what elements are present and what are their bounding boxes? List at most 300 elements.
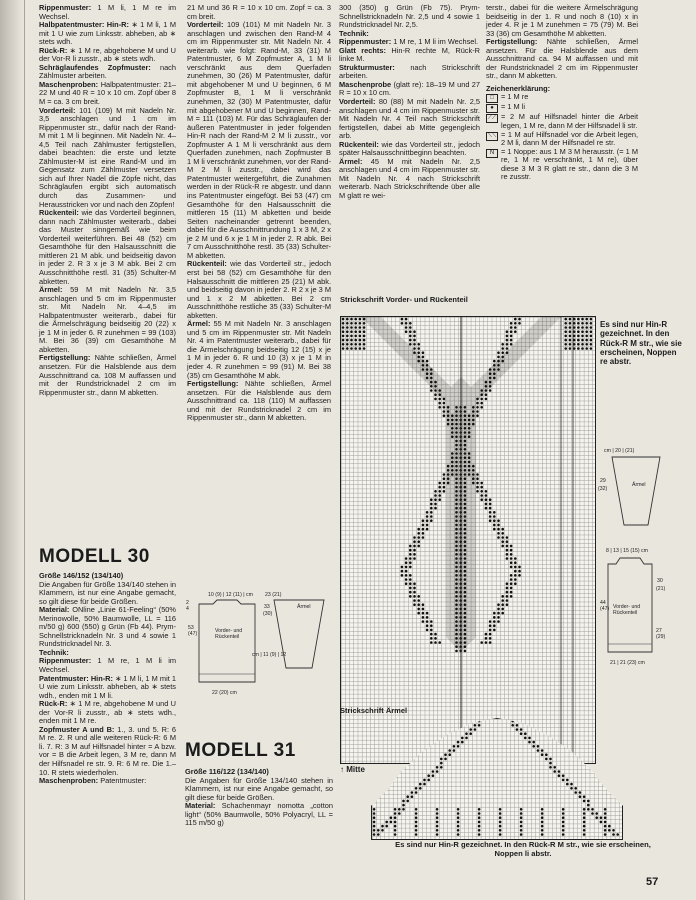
stitch-dot (476, 402, 479, 405)
m30-sleeve-h2: (30) (263, 611, 273, 617)
stitch-dot (394, 821, 397, 824)
stitch-dot (438, 398, 441, 401)
stitch-dot (413, 343, 416, 346)
main-chart-label: Strickschrift Vorder- und Rückenteil (340, 295, 468, 304)
stitch-dot (426, 624, 429, 627)
stitch-dot (405, 574, 408, 577)
stitch-dot (511, 724, 514, 727)
stitch-dot (451, 423, 454, 426)
paragraph-text: 55 M mit Nadeln Nr. 3 anschlagen und 5 cm im Rippenmuster str. Mit Nadeln Nr. 4 im Patentmuster weiterarb., dabei für die Ärmelschrägung beidseitig 12 (15) x je 1 M in jeder 6. R und 10 (3) x je 1 M in jeder 4. R zunehmen = 99 (91) M. Bei 38 (35) cm Gesamthöhe M abk. (187, 319, 331, 380)
stitch-dot (417, 612, 420, 615)
stitch-dot (455, 503, 458, 506)
text-paragraph (39, 606, 176, 649)
stitch-dot (342, 339, 345, 342)
stitch-dot (422, 364, 425, 367)
paragraph-lead: Vorderteil: (339, 97, 376, 107)
stitch-dot (440, 758, 443, 761)
stitch-dot (583, 829, 586, 832)
stitch-dot (436, 812, 439, 815)
stitch-dot (363, 322, 366, 325)
stitch-dot (455, 444, 458, 447)
stitch-dot (451, 469, 454, 472)
stitch-dot (455, 566, 458, 569)
stitch-dot (520, 728, 523, 731)
stitch-dot (604, 812, 607, 815)
stitch-dot (359, 322, 362, 325)
stitch-dot (455, 440, 458, 443)
stitch-dot (409, 330, 412, 333)
legend-symbol-icon: ⟍⟍ (487, 132, 497, 139)
stitch-dot (506, 599, 509, 602)
stitch-dot (581, 326, 584, 329)
stitch-dot (434, 381, 437, 384)
stitch-dot (464, 524, 467, 527)
stitch-dot (346, 339, 349, 342)
stitch-dot (440, 766, 443, 769)
stitch-dot (409, 335, 412, 338)
stitch-dot (577, 343, 580, 346)
stitch-dot (464, 570, 467, 573)
stitch-dot (585, 318, 588, 321)
stitch-dot (464, 444, 467, 447)
stitch-dot (455, 549, 458, 552)
stitch-dot (455, 486, 458, 489)
stitch-dot (359, 335, 362, 338)
legend-text: = 1 Noppe: aus 1 M 3 M herausstr. (= 1 M re, 1 M re verschränkt, 1 M re), über diese 3 M 3 R glatt re str., dann die 3 M re zusstr. (501, 146, 638, 182)
stitch-dot (464, 410, 467, 413)
stitch-dot (506, 339, 509, 342)
stitch-dot (510, 322, 513, 325)
stitch-dot (506, 557, 509, 560)
stitch-dot (455, 637, 458, 640)
stitch-dot (434, 494, 437, 497)
stitch-dot (455, 532, 458, 535)
stitch-dot (468, 435, 471, 438)
stitch-dot (489, 368, 492, 371)
stitch-dot (464, 477, 467, 480)
stitch-dot (549, 762, 552, 765)
stitch-dot (417, 608, 420, 611)
stitch-dot (489, 503, 492, 506)
stitch-dot (455, 599, 458, 602)
stitch-dot (438, 402, 441, 405)
stitch-dot (455, 578, 458, 581)
stitch-dot (455, 633, 458, 636)
stitch-dot (451, 461, 454, 464)
stitch-dot (455, 494, 458, 497)
stitch-dot (489, 519, 492, 522)
stitch-dot (570, 783, 573, 786)
stitch-dot (451, 473, 454, 476)
text-paragraph (39, 47, 176, 64)
stitch-dot (443, 406, 446, 409)
stitch-dot (528, 737, 531, 740)
stitch-dot (501, 545, 504, 548)
stitch-dot (359, 347, 362, 350)
stitch-dot (415, 821, 418, 824)
legend-title: Zeichenerklärung: (486, 83, 551, 93)
stitch-dot (457, 741, 460, 744)
stitch-dot (426, 368, 429, 371)
stitch-dot (440, 762, 443, 765)
stitch-dot (493, 360, 496, 363)
stitch-dot (422, 612, 425, 615)
stitch-dot (510, 553, 513, 556)
stitch-dot (489, 381, 492, 384)
paragraph-text: wie das Vorderteil str., jedoch später Halsausschnittbeginn beachten. (339, 139, 480, 158)
stitch-dot (501, 351, 504, 354)
text-paragraph (39, 581, 176, 607)
stitch-dot (591, 808, 594, 811)
paragraph-lead: Halbpatentmuster: Hin-R: (39, 20, 129, 30)
stitch-dot (520, 833, 523, 836)
stitch-dot (464, 549, 467, 552)
stitch-dot (394, 808, 397, 811)
stitch-dot (497, 364, 500, 367)
stitch-dot (405, 322, 408, 325)
stitch-dot (426, 372, 429, 375)
stitch-dot (464, 650, 467, 653)
stitch-dot (455, 557, 458, 560)
stitch-dot (464, 616, 467, 619)
stitch-dot (472, 477, 475, 480)
main-chart-motif (341, 317, 595, 763)
stitch-dot (430, 372, 433, 375)
stitch-dot (434, 393, 437, 396)
stitch-dot (549, 766, 552, 769)
stitch-dot (469, 728, 472, 731)
stitch-dot (455, 645, 458, 648)
stitch-dot (461, 737, 464, 740)
paragraph-text: wie das Vorderteil beginnen, dann nach Zählmuster weiterarb., dabei das Muster sinngemäß wie beim Vorderteil weiterführen. Bei 48 (52) cm Gesamthöhe für den Halsausschnitt die mittleren 21 M abk. und beidseitig davon in jeder 2. R 3 x je 3 M abk. Bei 2 cm Ausschnitthöhe restl. 31 (35) Schulter-M abketten. (39, 208, 176, 286)
stitch-dot (430, 629, 433, 632)
stitch-dot (590, 335, 593, 338)
stitch-dot (506, 343, 509, 346)
paragraph-lead: Rippenmuster: (39, 3, 92, 12)
stitch-dot (359, 330, 362, 333)
stitch-dot (354, 339, 357, 342)
stitch-dot (464, 473, 467, 476)
stitch-dot (405, 566, 408, 569)
stitch-dot (415, 812, 418, 815)
m31-sleeve-h1: 29 (600, 478, 606, 484)
stitch-dot (532, 745, 535, 748)
stitch-dot (436, 825, 439, 828)
stitch-dot (457, 833, 460, 836)
stitch-dot (485, 633, 488, 636)
paragraph-lead: Rück-R: (39, 45, 68, 55)
stitch-dot (510, 335, 513, 338)
stitch-dot (506, 545, 509, 548)
stitch-dot (455, 553, 458, 556)
paragraph-lead: Strukturmuster: (339, 62, 395, 72)
stitch-dot (564, 347, 567, 350)
paragraph-text: ONline „Linie 61-Feeling“ (50% Merinowolle, 50% Baumwolle, LL = 116 m/50 g) 600 (550) g Grün (Fb 44). Prym-Schnellstricknadeln Nr. 3 und 4 sowie 1 Rundstricknadel Nr. 3. (39, 605, 176, 649)
stitch-dot (585, 343, 588, 346)
stitch-dot (464, 536, 467, 539)
text-paragraph (339, 64, 480, 81)
stitch-dot (455, 587, 458, 590)
stitch-dot (427, 774, 430, 777)
stitch-dot (436, 808, 439, 811)
stitch-dot (453, 745, 456, 748)
stitch-dot (464, 498, 467, 501)
text-paragraph (339, 141, 480, 158)
stitch-dot (464, 574, 467, 577)
stitch-dot (457, 812, 460, 815)
paragraph-lead: Rückenteil: (39, 208, 79, 218)
stitch-dot (448, 749, 451, 752)
stitch-dot (514, 322, 517, 325)
stitch-dot (451, 465, 454, 468)
stitch-dot (510, 343, 513, 346)
stitch-dot (417, 536, 420, 539)
stitch-dot (569, 339, 572, 342)
stitch-dot (409, 595, 412, 598)
stitch-dot (612, 829, 615, 832)
stitch-dot (398, 812, 401, 815)
stitch-dot (468, 456, 471, 459)
paragraph-text: 1 M re, 1 M li im Wechsel. (39, 656, 176, 675)
stitch-dot (562, 816, 565, 819)
stitch-dot (464, 519, 467, 522)
stitch-dot (363, 318, 366, 321)
stitch-dot (455, 641, 458, 644)
stitch-dot (510, 574, 513, 577)
stitch-dot (464, 587, 467, 590)
stitch-dot (506, 351, 509, 354)
stitch-dot (373, 833, 376, 836)
stitch-dot (499, 821, 502, 824)
stitch-dot (476, 477, 479, 480)
stitch-dot (430, 507, 433, 510)
stitch-dot (510, 582, 513, 585)
stitch-dot (455, 540, 458, 543)
stitch-dot (464, 599, 467, 602)
stitch-dot (447, 414, 450, 417)
stitch-dot (406, 800, 409, 803)
stitch-dot (426, 616, 429, 619)
stitch-dot (448, 753, 451, 756)
stitch-dot (564, 330, 567, 333)
stitch-dot (514, 570, 517, 573)
stitch-dot (510, 339, 513, 342)
stitch-dot (499, 816, 502, 819)
stitch-dot (447, 406, 450, 409)
stitch-dot (545, 753, 548, 756)
stitch-dot (455, 650, 458, 653)
stitch-dot (377, 833, 380, 836)
stitch-dot (373, 808, 376, 811)
stitch-dot (506, 540, 509, 543)
stitch-dot (574, 791, 577, 794)
stitch-dot (585, 335, 588, 338)
stitch-dot (461, 741, 464, 744)
stitch-dot (480, 486, 483, 489)
stitch-dot (489, 624, 492, 627)
stitch-dot (468, 473, 471, 476)
stitch-dot (541, 749, 544, 752)
stitch-dot (480, 494, 483, 497)
stitch-dot (455, 465, 458, 468)
stitch-dot (455, 431, 458, 434)
stitch-dot (419, 787, 422, 790)
stitch-dot (409, 591, 412, 594)
stitch-dot (405, 557, 408, 560)
stitch-dot (464, 414, 467, 417)
stitch-dot (438, 490, 441, 493)
stitch-dot (510, 330, 513, 333)
stitch-dot (455, 528, 458, 531)
stitch-dot (434, 398, 437, 401)
stitch-dot (464, 637, 467, 640)
stitch-dot (434, 507, 437, 510)
stitch-dot (438, 393, 441, 396)
text-paragraph (486, 38, 638, 81)
stitch-dot (426, 511, 429, 514)
stitch-dot (577, 330, 580, 333)
stitch-dot (426, 360, 429, 363)
stitch-dot (354, 347, 357, 350)
stitch-dot (497, 608, 500, 611)
stitch-dot (541, 753, 544, 756)
paragraph-lead: Maschenproben: (39, 79, 99, 89)
stitch-dot (474, 728, 477, 731)
stitch-dot (516, 728, 519, 731)
modell31-finish-column (486, 4, 638, 182)
stitch-dot (489, 511, 492, 514)
paragraph-text: 21 M und 36 R = 10 x 10 cm. Zopf = ca. 3 cm breit. (187, 3, 331, 21)
stitch-dot (409, 553, 412, 556)
stitch-dot (426, 519, 429, 522)
stitch-dot (499, 825, 502, 828)
m31-body-label: Vorder- und Rückenteil (613, 604, 641, 616)
stitch-dot (590, 339, 593, 342)
paragraph-lead: Technik: (39, 647, 69, 657)
stitch-dot (468, 465, 471, 468)
m30-sleeve-label: Ärmel (297, 604, 311, 610)
text-paragraph (339, 81, 480, 98)
stitch-dot (422, 528, 425, 531)
stitch-dot (506, 582, 509, 585)
legend-item (486, 148, 638, 182)
stitch-dot (464, 494, 467, 497)
stitch-dot (434, 641, 437, 644)
paragraph-text: Nähte schließen, Ärmel ansetzen. Für die Halsblende aus dem Ausschnittrand ca. 94 M auffassen und mit der Rundstricknadel 2 cm im Rippenmuster str., dann M abketten. (486, 37, 638, 81)
stitch-dot (501, 595, 504, 598)
stitch-dot (472, 482, 475, 485)
stitch-dot (447, 423, 450, 426)
stitch-dot (468, 431, 471, 434)
stitch-dot (514, 578, 517, 581)
stitch-dot (476, 482, 479, 485)
paragraph-text: nach Strickschrift arbeiten. (339, 62, 480, 81)
stitch-dot (417, 545, 420, 548)
stitch-dot (350, 343, 353, 346)
m30-sleeve-bottom: cm | 11 (9) | 12 (252, 652, 287, 658)
stitch-dot (464, 406, 467, 409)
stitch-dot (480, 402, 483, 405)
stitch-dot (415, 816, 418, 819)
stitch-dot (464, 465, 467, 468)
stitch-dot (541, 833, 544, 836)
stitch-dot (612, 833, 615, 836)
stitch-dot (373, 812, 376, 815)
stitch-dot (430, 381, 433, 384)
stitch-dot (493, 519, 496, 522)
m30-sleeve-top: 23 (21) (265, 592, 282, 598)
stitch-dot (468, 419, 471, 422)
stitch-dot (497, 532, 500, 535)
stitch-dot (417, 356, 420, 359)
stitch-dot (430, 377, 433, 380)
m30-body-label: Vorder- und Rückenteil (215, 628, 243, 640)
stitch-dot (413, 540, 416, 543)
stitch-dot (455, 570, 458, 573)
stitch-dot (489, 633, 492, 636)
paragraph-lead: Ärmel: (339, 156, 363, 166)
stitch-dot (455, 469, 458, 472)
stitch-dot (514, 557, 517, 560)
stitch-dot (516, 724, 519, 727)
stitch-dot (469, 732, 472, 735)
stitch-dot (346, 343, 349, 346)
stitch-dot (434, 498, 437, 501)
stitch-dot (581, 330, 584, 333)
stitch-dot (419, 783, 422, 786)
stitch-dot (409, 582, 412, 585)
stitch-dot (422, 368, 425, 371)
stitch-dot (422, 536, 425, 539)
stitch-dot (417, 540, 420, 543)
paragraph-text: Die Angaben für Größe 134/140 stehen in Klammern, ist nur eine Angabe gemacht, so gilt diese für beide Größen. (185, 775, 333, 802)
stitch-dot (497, 620, 500, 623)
text-paragraph (39, 777, 176, 786)
stitch-dot (411, 791, 414, 794)
stitch-dot (608, 825, 611, 828)
stitch-dot (346, 326, 349, 329)
paragraph-text: 1 M li, 1 M re im Wechsel. (39, 3, 176, 21)
stitch-dot (514, 582, 517, 585)
paragraph-lead: Maschenproben: (39, 776, 99, 786)
chart-side-note: Es sind nur Hin-R gezeichnet. In den Rück-R M str., wie sie erscheinen, Noppen re abstr. (600, 320, 682, 367)
stitch-dot (464, 540, 467, 543)
stitch-dot (480, 482, 483, 485)
stitch-dot (464, 553, 467, 556)
stitch-dot (436, 821, 439, 824)
stitch-dot (468, 469, 471, 472)
stitch-dot (499, 829, 502, 832)
text-paragraph (187, 4, 331, 21)
stitch-dot (476, 490, 479, 493)
stitch-dot (485, 385, 488, 388)
stitch-dot (604, 808, 607, 811)
stitch-dot (562, 829, 565, 832)
stitch-dot (493, 368, 496, 371)
paragraph-text: (glatt re): 18–19 M und 27 R = 10 x 10 cm. (339, 79, 480, 98)
stitch-dot (497, 368, 500, 371)
stitch-dot (438, 494, 441, 497)
stitch-dot (373, 829, 376, 832)
stitch-dot (436, 766, 439, 769)
stitch-dot (413, 339, 416, 342)
stitch-dot (455, 477, 458, 480)
stitch-dot (443, 473, 446, 476)
stitch-dot (422, 356, 425, 359)
stitch-dot (499, 812, 502, 815)
stitch-dot (457, 825, 460, 828)
stitch-dot (451, 431, 454, 434)
